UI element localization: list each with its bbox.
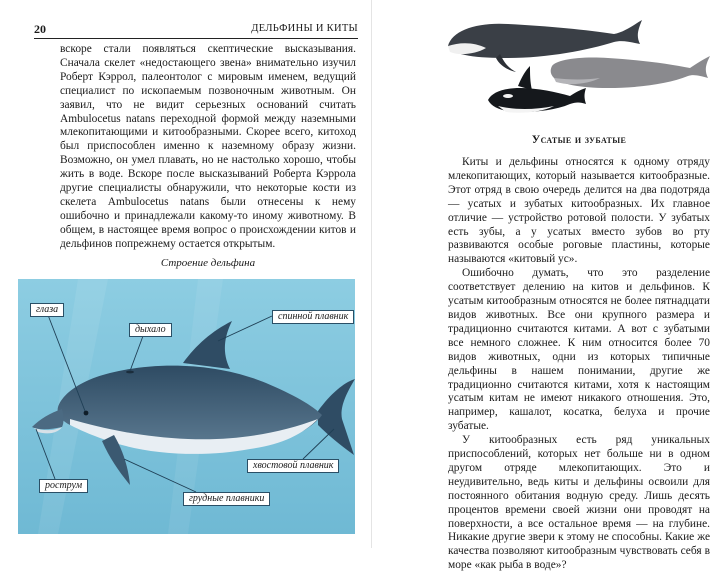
label-tail-fin: хвостовой плавник xyxy=(247,459,339,473)
section-heading: Усатые и зубатые xyxy=(531,134,627,146)
orca-dorsal-fin xyxy=(518,66,532,90)
whales-drawing xyxy=(438,8,712,120)
orca-eyepatch xyxy=(503,94,513,98)
label-eyes: глаза xyxy=(30,303,64,317)
label-blowhole: дыхало xyxy=(129,323,172,337)
sperm-whale xyxy=(551,56,710,88)
right-body-text xyxy=(448,156,710,573)
right-paragraph-3: У китообразных есть ряд уникальных приспособлений, которых нет больше ни в одном другом отряде млекопитающих. Это и неудивительно, ведь киты и дельфины освоили для постоянного обитания водную среду. Лишь десять процентов времени своей жизни они проводят на поверхности, а все остальное время — на глубине. Никакие другие звери к этому не способны. Какие же качества позволяют китообразным чувствовать себя в море «как рыба в воде»? xyxy=(448,434,710,572)
label-pectoral-fins: грудные плавники xyxy=(183,492,270,506)
figure-caption: Строение дельфина xyxy=(160,257,256,269)
left-body-text xyxy=(60,43,356,252)
label-dorsal-fin: спинной плавник xyxy=(272,310,354,324)
dolphin-eye xyxy=(84,411,89,416)
dolphin-blowhole xyxy=(126,371,134,374)
whales-illustration xyxy=(438,8,712,120)
left-paragraph: вскоре стали появляться скептические высказывания. Сначала скелет «недостающего звена» внимательно изучил Роберт Кэррол, палеонтолог с мировым именем, ведущий специалист по ископаемым позвоночным животным. Он заявил, что не видит серьезных оснований считать Ambulocetus natans переходной формой между наземными млекопитающими и китообразными. Скорее всего, китоход был приспособлен именно к наземному образу жизни. Возможно, он умел плавать, но не настолько хорошо, чтобы жить в воде. Вскоре после высказываний Роберта Кэррола другие специалисты обнаружили, что некоторые кости из скелета Ambulocetus natans были отнесены к нему ошибочно и принадлежали какому-то иному животному. В общем, в настоящее время вопрос о происхождении китов и дельфинов попрежнему остается открытым. xyxy=(60,43,356,250)
page-number: 20 xyxy=(34,22,46,36)
label-rostrum: рострум xyxy=(39,479,88,493)
dolphin-illustration xyxy=(18,279,355,534)
right-paragraph-1: Киты и дельфины относятся к одному отряду млекопитающих, который называется китообразные. Этот отряд в свою очередь делится на два подотряда — усатых и зубатых китообразных. Их главное отличие — устройство ротовой полости. У зубатых есть зубы, а у усатых вместо зубов во рту развиваются особые роговые пластины, которые называются «китовый ус». xyxy=(448,156,710,266)
header-rule xyxy=(34,38,358,39)
right-paragraph-2: Ошибочно думать, что это разделение соответствует делению на китов и дельфинов. К усатым китообразным относятся не более пятнадцати видов животных. Все они крупного размера и традиционно считаются китами. А вот с зубатыми все немного сложнее. К ним относится более 70 видов животных, одни из которых типичные дельфины в нашем понимании, другие же традиционно считаются китами, хотя к настоящим усатым китам не имеют никакого отношения. Это, например, кашалот, косатка, белуха и прочие зубатые. xyxy=(448,267,710,433)
baleen-whale-body xyxy=(448,20,642,58)
running-head: ДЕЛЬФИНЫ И КИТЫ xyxy=(251,23,358,34)
